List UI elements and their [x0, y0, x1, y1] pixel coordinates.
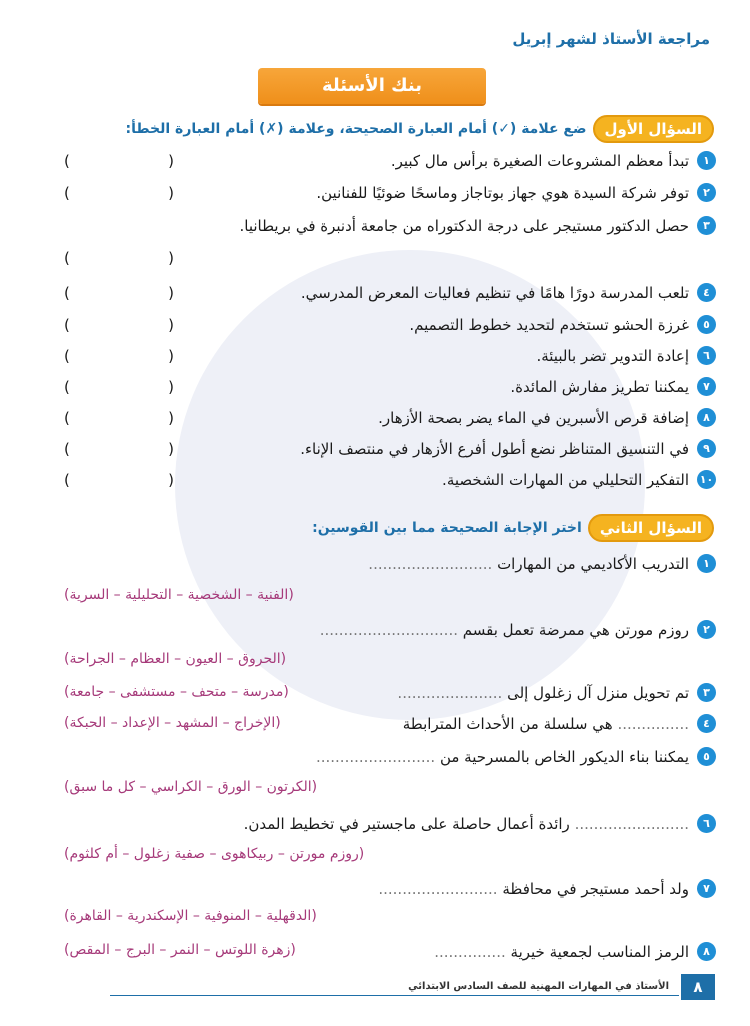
item-number-badge: ٥ — [697, 747, 716, 766]
item-number-badge: ١ — [697, 151, 716, 170]
q1-item — [40, 312, 716, 338]
question-2-pill: السؤال الثاني — [588, 514, 714, 542]
item-text: إعادة التدوير تضر بالبيئة. — [536, 347, 689, 365]
answer-parentheses[interactable]: ( ) — [64, 471, 174, 489]
footer-text: الأستاذ في المهارات المهنية للصف السادس الابتدائي — [408, 981, 669, 992]
answer-parentheses[interactable]: ( ) — [64, 347, 174, 365]
item-text: روزم مورتن هي ممرضة تعمل بقسم ............................. — [319, 621, 689, 639]
item-number-badge: ٧ — [697, 879, 716, 898]
item-text: تبدأ معظم المشروعات الصغيرة برأس مال كبير. — [390, 152, 689, 170]
item-text: الرمز المناسب لجمعية خيرية ............... — [434, 943, 689, 961]
item-text: التفكير التحليلي من المهارات الشخصية. — [442, 471, 689, 489]
answer-parentheses[interactable]: ( ) — [64, 316, 174, 334]
page-footer — [70, 974, 715, 1002]
q2-options: (الفنية – الشخصية – التحليلية – السرية) — [64, 587, 294, 603]
q2-item — [40, 811, 716, 837]
item-number-badge: ٨ — [697, 942, 716, 961]
q1-item — [40, 180, 716, 206]
q2-item — [40, 876, 716, 902]
item-text: يمكننا تطريز مفارش المائدة. — [510, 378, 689, 396]
q2-options: (زهرة اللوتس – النمر – البرج – المقص) — [64, 942, 296, 958]
item-number-badge: ٤ — [697, 714, 716, 733]
q2-options: (الإخراج – المشهد – الإعداد – الحبكة) — [64, 715, 281, 731]
q1-item — [40, 467, 716, 493]
item-number-badge: ٨ — [697, 408, 716, 427]
q1-item — [40, 343, 716, 369]
q1-item — [40, 148, 716, 174]
item-text: إضافة قرص الأسبرين في الماء يضر بصحة الأزهار. — [378, 409, 689, 427]
item-text: توفر شركة السيدة هوي جهاز بوتاجاز وماسحًا ضوئيًا للفنانين. — [316, 184, 689, 202]
q2-item — [40, 551, 716, 577]
item-number-badge: ١ — [697, 554, 716, 573]
item-text: ولد أحمد مستيجر في محافظة ......................... — [378, 880, 689, 898]
item-text: ........................ رائدة أعمال حاصلة على ماجستير في تخطيط المدن. — [243, 815, 689, 833]
item-number-badge: ٢ — [697, 620, 716, 639]
q2-item — [40, 617, 716, 643]
item-number-badge: ٤ — [697, 283, 716, 302]
q1-item — [40, 405, 716, 431]
question-1-pill: السؤال الأول — [593, 115, 714, 143]
question-2-header — [312, 514, 714, 542]
question-1-header — [126, 115, 714, 143]
question-2-instruction: اختر الإجابة الصحيحة مما بين القوسين: — [312, 520, 582, 536]
q2-options: (روزم مورتن – ربيكاهوى – صفية زغلول – أم كلثوم) — [64, 846, 365, 862]
item-number-badge: ٦ — [697, 346, 716, 365]
answer-parentheses[interactable]: ( ) — [64, 184, 174, 202]
footer-divider — [110, 995, 679, 996]
item-text: تلعب المدرسة دورًا هامًا في تنظيم فعاليات المعرض المدرسي. — [300, 284, 689, 302]
q2-item — [40, 744, 716, 770]
section-title-banner: بنك الأسئلة — [258, 68, 486, 104]
item-text: التدريب الأكاديمي من المهارات .......................... — [368, 555, 689, 573]
q2-options: (الحروق – العيون – العظام – الجراحة) — [64, 651, 287, 667]
q1-item — [40, 213, 716, 239]
q2-options: (الدقهلية – المنوفية – الإسكندرية – القاهرة) — [64, 908, 317, 924]
answer-parentheses[interactable]: ( ) — [64, 378, 174, 396]
item-number-badge: ٢ — [697, 183, 716, 202]
answer-parentheses[interactable]: ( ) — [64, 249, 174, 267]
q1-item-answer — [40, 245, 716, 271]
item-text: حصل الدكتور مستيجر على درجة الدكتوراه من جامعة أدنبرة في بريطانيا. — [239, 217, 689, 235]
answer-parentheses[interactable]: ( ) — [64, 152, 174, 170]
item-text: غرزة الحشو تستخدم لتحديد خطوط التصميم. — [409, 316, 689, 334]
item-number-badge: ٧ — [697, 377, 716, 396]
answer-parentheses[interactable]: ( ) — [64, 440, 174, 458]
answer-parentheses[interactable]: ( ) — [64, 409, 174, 427]
q2-options: (مدرسة – متحف – مستشفى – جامعة) — [64, 684, 289, 700]
q1-item — [40, 280, 716, 306]
q1-item — [40, 436, 716, 462]
item-number-badge: ٣ — [697, 683, 716, 702]
item-text: يمكننا بناء الديكور الخاص بالمسرحية من ......................... — [315, 748, 689, 766]
item-number-badge: ٣ — [697, 216, 716, 235]
item-text: ............... هي سلسلة من الأحداث المترابطة — [402, 715, 689, 733]
item-text: تم تحويل منزل آل زغلول إلى ...................... — [397, 684, 689, 702]
page-number: ٨ — [681, 974, 715, 1000]
item-number-badge: ٦ — [697, 814, 716, 833]
q1-item — [40, 374, 716, 400]
question-1-instruction: ضع علامة (✓) أمام العبارة الصحيحة، وعلامة (✗) أمام العبارة الخطأ: — [125, 121, 587, 137]
q2-options: (الكرتون – الورق – الكراسي – كل ما سبق) — [64, 779, 318, 795]
item-number-badge: ١٠ — [697, 470, 716, 489]
item-number-badge: ٥ — [697, 315, 716, 334]
answer-parentheses[interactable]: ( ) — [64, 284, 174, 302]
item-text: في التنسيق المتناظر نضع أطول أفرع الأزهار في منتصف الإناء. — [300, 440, 689, 458]
page-header: مراجعة الأستاذ لشهر إبريل — [512, 30, 710, 48]
item-number-badge: ٩ — [697, 439, 716, 458]
